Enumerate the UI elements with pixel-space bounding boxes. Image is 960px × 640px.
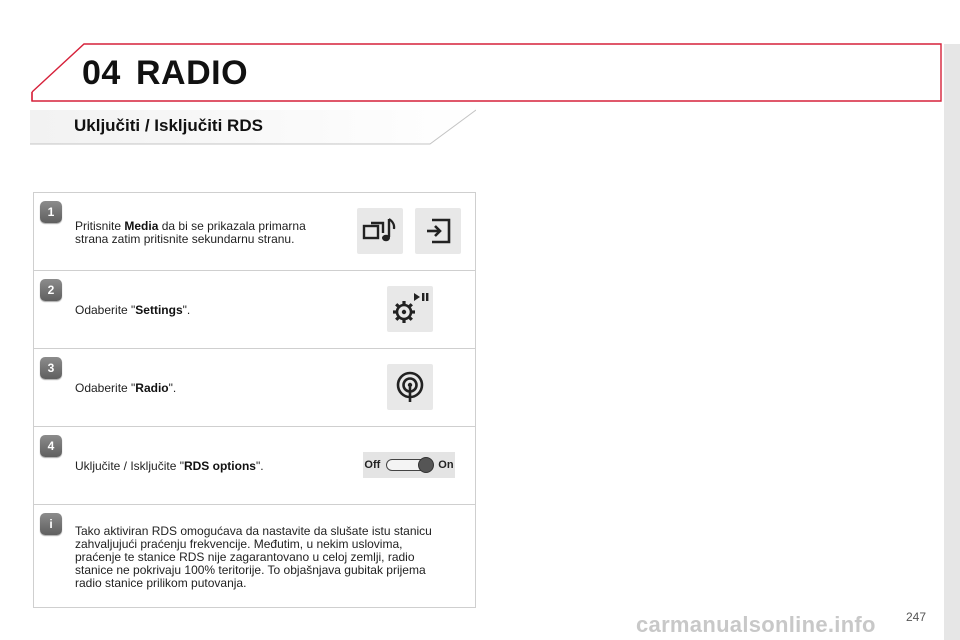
step-2-text-start: Odaberite " xyxy=(75,303,136,317)
toggle-track xyxy=(386,459,432,471)
page-edge-strip xyxy=(944,44,960,640)
media-button[interactable] xyxy=(357,208,403,254)
page-number: 247 xyxy=(906,610,927,624)
info-note xyxy=(34,505,475,607)
step-4-text-start: Uključite / Isključite " xyxy=(75,459,184,473)
toggle-knob xyxy=(418,457,434,473)
steps-panel xyxy=(33,192,476,608)
toggle-off-label: Off xyxy=(364,459,381,471)
section-title: Uključiti / Isključiti RDS xyxy=(74,116,263,135)
toggle-on-label: On xyxy=(438,459,454,471)
info-text xyxy=(75,525,432,590)
step-1-text-line2: strana zatim pritisnite sekundarnu stranu. xyxy=(75,232,295,246)
info-badge: i xyxy=(40,513,62,535)
page-title: RADIO xyxy=(136,54,249,92)
step-number-badge: 3 xyxy=(40,357,62,379)
media-label: Media xyxy=(124,219,159,233)
settings-icon xyxy=(390,290,430,328)
info-line: radio stanice prilikom putovanja. xyxy=(75,576,247,590)
step-number-badge: 2 xyxy=(40,279,62,301)
radio-icon xyxy=(393,370,427,404)
info-line: praćenje te stanice RDS nije zagarantovano u celoj zemlji, radio xyxy=(75,550,415,564)
radio-button[interactable] xyxy=(387,364,433,410)
settings-button[interactable] xyxy=(387,286,433,332)
step-1-text-rest: da bi se prikazala primarna xyxy=(158,219,306,233)
step-4-text xyxy=(75,460,264,473)
step-2 xyxy=(34,271,475,349)
rds-toggle[interactable] xyxy=(363,452,455,478)
info-line: Tako aktiviran RDS omogućava da nastavite da slušate istu stanicu xyxy=(75,524,432,538)
step-4 xyxy=(34,427,475,505)
rds-options-label: RDS options xyxy=(183,459,256,473)
step-3 xyxy=(34,349,475,427)
info-line: stanice ne pokrivaju 100% teritorije. To objašnjava gubitak prijema xyxy=(75,563,426,577)
radio-label: Radio xyxy=(135,381,169,395)
watermark: carmanualsonline.info xyxy=(636,612,876,637)
step-number-badge: 4 xyxy=(40,435,62,457)
step-2-text xyxy=(75,304,190,317)
media-icon xyxy=(361,215,399,247)
step-1-text xyxy=(75,220,306,246)
step-2-text-end: ". xyxy=(182,303,191,317)
step-number-badge: 1 xyxy=(40,201,62,223)
step-3-text-start: Odaberite " xyxy=(75,381,136,395)
step-3-text xyxy=(75,382,176,395)
chapter-number: 04 xyxy=(82,54,121,92)
step-3-text-end: ". xyxy=(168,381,177,395)
step-1 xyxy=(34,193,475,271)
info-line: zahvaljujući praćenju frekvencije. Međutim, u nekim uslovima, xyxy=(75,537,403,551)
secondary-page-button[interactable] xyxy=(415,208,461,254)
step-4-text-end: ". xyxy=(255,459,264,473)
settings-label: Settings xyxy=(135,303,183,317)
step-1-text-start: Pritisnite xyxy=(75,219,125,233)
secondary-page-icon xyxy=(422,215,454,247)
